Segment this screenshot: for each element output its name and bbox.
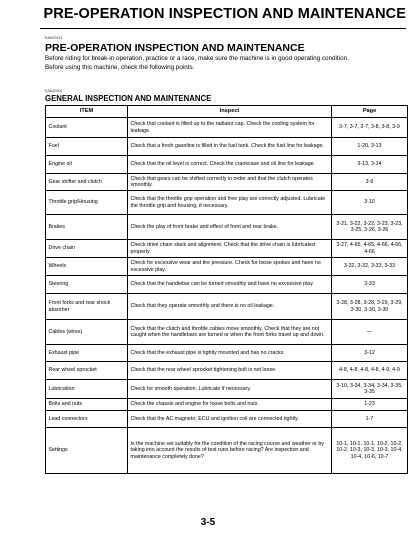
page-cell: 3-32, 3-32, 3-33, 3-33 (332, 258, 408, 276)
table-row (46, 362, 408, 380)
column-header-item: ITEM (46, 106, 128, 118)
item-cell: Engine oil (46, 156, 128, 174)
intro-paragraph-2: Before using this machine, check the following points. (45, 63, 195, 71)
page-cell: 3-28, 3-28, 3-28, 3-29, 3-29, 3-30, 3-30, 3-30 (332, 294, 408, 320)
table-row (46, 276, 408, 294)
page-cell: 3-13, 3-14 (332, 156, 408, 174)
item-cell: Lubrication (46, 380, 128, 399)
section-code: EAM20134 (45, 36, 63, 40)
item-cell: Drive chain (46, 240, 128, 258)
inspect-cell: Check that the clutch and throttle cables move smoothly. Check that they are not caught when the handlebars are turned or when the front forks travel up and down. (128, 320, 332, 345)
page-cell: 3-12 (332, 345, 408, 362)
page-cell: 3-10 (332, 191, 408, 215)
table-row (46, 411, 408, 428)
table-row (46, 428, 408, 474)
inspect-cell: Check that the handlebar can be turned smoothly and have no excessive play. (128, 276, 332, 294)
inspect-cell: Check that the exhaust pipe is tightly mounted and has no cracks. (128, 345, 332, 362)
header-title: PRE-OPERATION INSPECTION AND MAINTENANCE (43, 6, 406, 22)
table-row (46, 118, 408, 138)
page-number: 3-5 (200, 517, 216, 528)
inspect-cell: Check that they operate smoothly and there is no oil leakage. (128, 294, 332, 320)
item-cell: Bolts and nuts (46, 399, 128, 411)
table-row (46, 191, 408, 215)
table-row (46, 258, 408, 276)
table-row (46, 138, 408, 156)
item-cell: Lead connectors (46, 411, 128, 428)
table-header-row (46, 106, 408, 118)
item-cell: Gear shifter and clutch (46, 174, 128, 191)
inspect-cell: Check that coolant is filled up to the radiator cap. Check the cooling system for leakage. (128, 118, 332, 138)
section-title: GENERAL INSPECTION AND MAINTENANCE (45, 94, 212, 103)
table-row (46, 294, 408, 320)
main-title: PRE-OPERATION INSPECTION AND MAINTENANCE (45, 42, 305, 54)
page-cell: 3-9 (332, 174, 408, 191)
inspect-cell: Check that the throttle grip operation and free play are correctly adjusted. Lubricate the throttle grip and housing, if necessary. (128, 191, 332, 215)
page-cell: 3-10, 3-34, 3-34, 3-34, 3-35, 3-35 (332, 380, 408, 399)
item-cell: Steering (46, 276, 128, 294)
inspection-table (45, 105, 408, 474)
column-header-inspect: Inspect (128, 106, 332, 118)
item-cell: Throttle grip/Housing (46, 191, 128, 215)
item-cell: Rear wheel sprocket (46, 362, 128, 380)
table-row (46, 399, 408, 411)
subsection-code: EAM20200 (45, 89, 63, 93)
item-cell: Coolant (46, 118, 128, 138)
page-cell: — (332, 320, 408, 345)
item-cell: Fuel (46, 138, 128, 156)
table-row (46, 215, 408, 240)
table-row (46, 156, 408, 174)
inspect-cell: Check that the rear wheel sprocket tightening bolt is not loose. (128, 362, 332, 380)
page-cell: 4-8, 4-8, 4-8, 4-8, 4-9, 4-9 (332, 362, 408, 380)
page-cell: 3-21, 3-22, 3-22, 3-23, 3-23, 3-25, 3-26, 3-26 (332, 215, 408, 240)
table-row (46, 320, 408, 345)
inspect-cell: Check for smooth operation. Lubricate if necessary. (128, 380, 332, 399)
item-cell: Wheels (46, 258, 128, 276)
intro-text (45, 55, 407, 73)
inspect-cell: Check that a fresh gasoline is filled in the fuel tank. Check the fuel line for leakage. (128, 138, 332, 156)
page-cell: 1-7 (332, 411, 408, 428)
page-cell: 10-1, 10-1, 10-1, 10-2, 10-2, 10-2, 10-3, 10-3, 10-3, 10-4, 10-4, 10-6, 10-7 (332, 428, 408, 474)
inspect-cell: Check drive chain slack and alignment. Check that the drive chain is lubricated properly. (128, 240, 332, 258)
page-cell: 1-23 (332, 399, 408, 411)
table-row (46, 345, 408, 362)
item-cell: Front forks and rear shock absorber (46, 294, 128, 320)
item-cell: Cables (wires) (46, 320, 128, 345)
item-cell: Exhaust pipe (46, 345, 128, 362)
table-row (46, 240, 408, 258)
page-cell: 1-20, 3-13 (332, 138, 408, 156)
page-cell: 3-27, 4-65, 4-65, 4-66, 4-66, 4-66 (332, 240, 408, 258)
header-rule (40, 28, 406, 29)
page-cell: 3-7, 3-7, 3-7, 3-8, 3-8, 3-9 (332, 118, 408, 138)
table-body (46, 118, 408, 474)
table-row (46, 174, 408, 191)
inspect-cell: Check for excessive wear and tire pressure. Check for loose spokes and have no excessive play. (128, 258, 332, 276)
column-header-page: Page (332, 106, 408, 118)
page-header (0, 0, 416, 32)
inspect-cell: Check that the AC magneto, ECU and ignition coil are connected tightly. (128, 411, 332, 428)
item-cell: Settings (46, 428, 128, 474)
intro-paragraph-1: Before riding for break-in operation, practice or a race, make sure the machine is in good operating condition. (45, 55, 349, 62)
inspect-cell: Check that gears can be shifted correctly in order and that the clutch operates smoothly. (128, 174, 332, 191)
inspect-cell: Check that the oil level is correct. Check the crankcase and oil line for leakage. (128, 156, 332, 174)
table-row (46, 380, 408, 399)
inspect-cell: Is the machine set suitably for the condition of the racing course and weather or by taking into account the results of test runs before racing? Are inspection and maintenance completely done? (128, 428, 332, 474)
item-cell: Brakes (46, 215, 128, 240)
inspect-cell: Check the play of front brake and effect of front and rear brake. (128, 215, 332, 240)
inspect-cell: Check the chassis and engine for loose bolts and nuts. (128, 399, 332, 411)
page-cell: 3-33 (332, 276, 408, 294)
